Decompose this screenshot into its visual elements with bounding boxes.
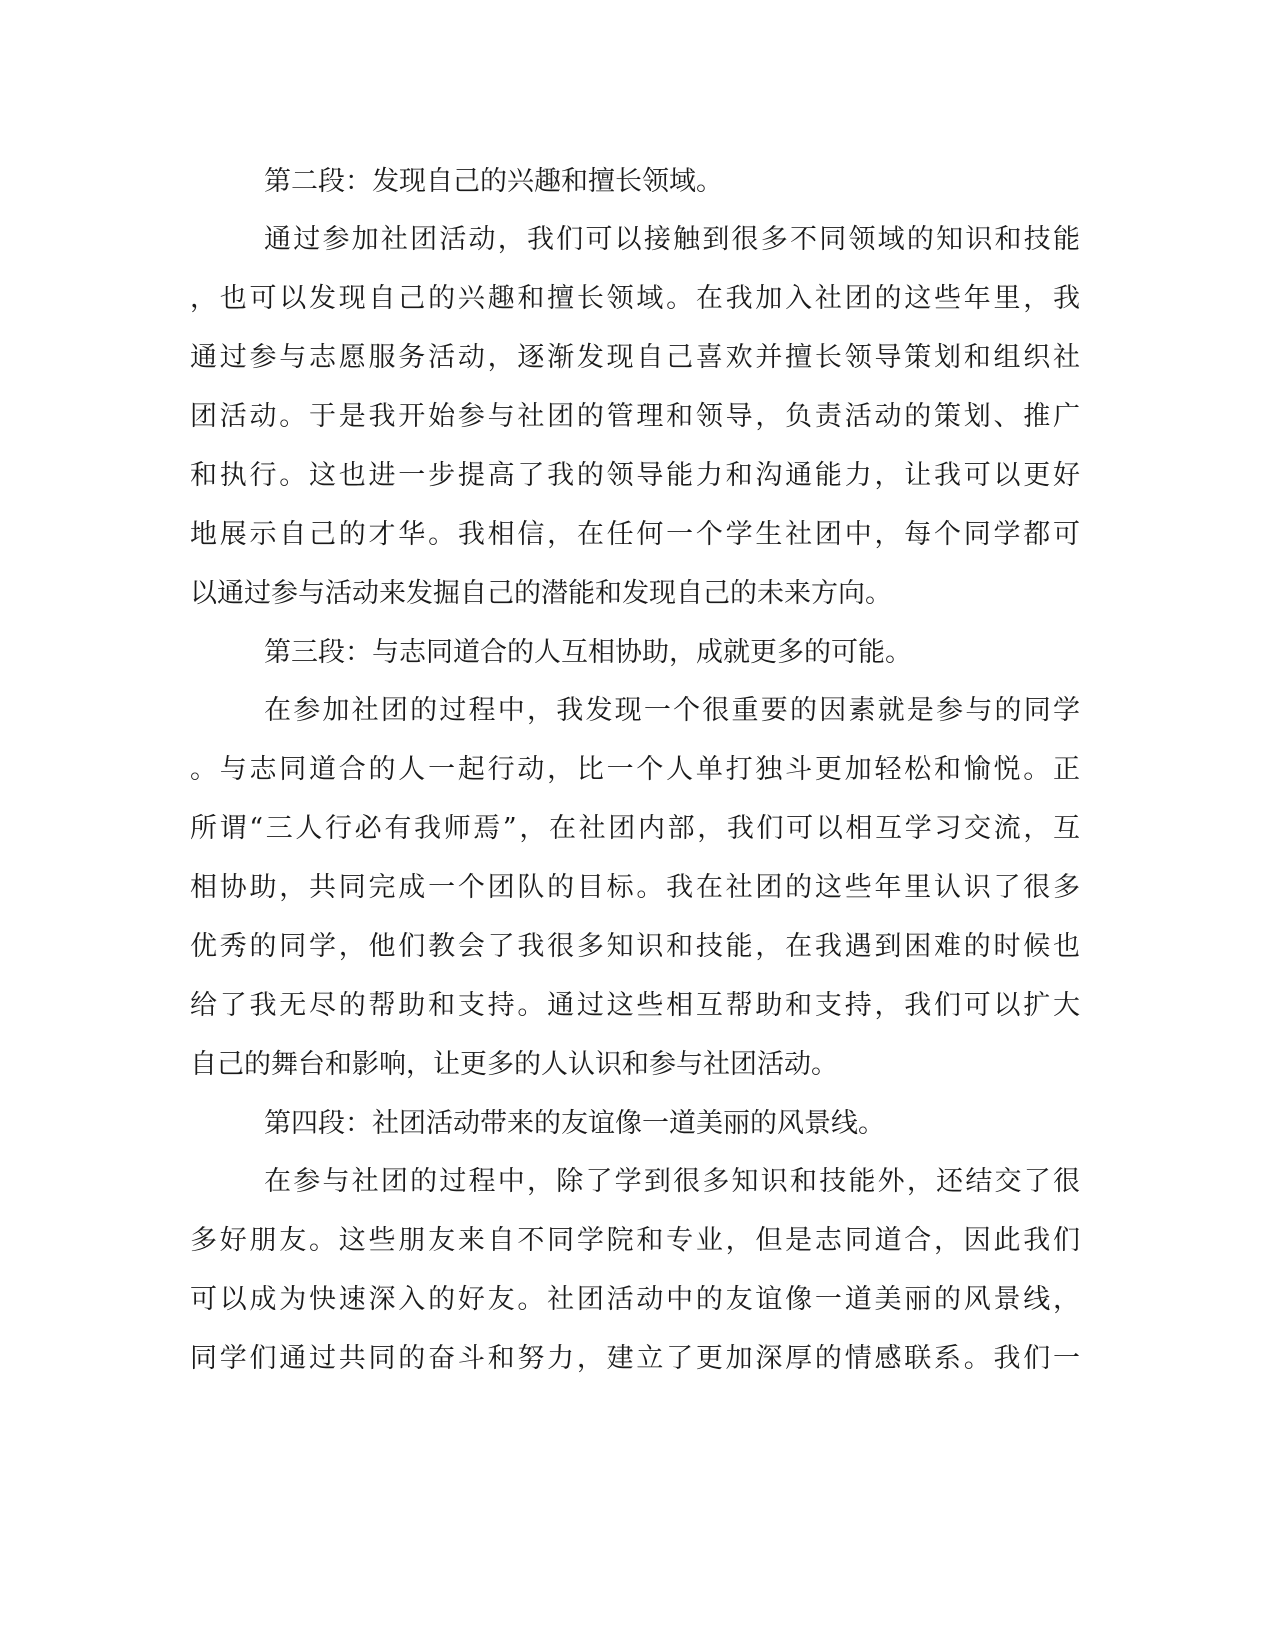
paragraph-line: 以通过参与活动来发掘自己的潜能和发现自己的未来方向。 — [190, 578, 892, 609]
paragraph-line: 自己的舞台和影响，让更多的人认识和参与社团活动。 — [190, 1049, 838, 1080]
paragraph-line: 所谓“三人行必有我师焉”，在社团内部，我们可以相互学习交流，互 — [190, 813, 1080, 844]
paragraph-line: 和执行。这也进一步提高了我的领导能力和沟通能力，让我可以更好 — [190, 460, 1080, 491]
paragraph-line: 在参加社团的过程中，我发现一个很重要的因素就是参与的同学 — [264, 695, 1080, 726]
paragraph-line: 通过参加社团活动，我们可以接触到很多不同领域的知识和技能 — [264, 224, 1080, 255]
paragraph-line: ，也可以发现自己的兴趣和擅长领域。在我加入社团的这些年里，我 — [190, 283, 1080, 314]
paragraph-line: 。与志同道合的人一起行动，比一个人单打独斗更加轻松和愉悦。正 — [190, 754, 1080, 785]
section-heading-2: 第二段：发现自己的兴趣和擅长领域。 — [264, 166, 723, 197]
paragraph-line: 多好朋友。这些朋友来自不同学院和专业，但是志同道合，因此我们 — [190, 1225, 1080, 1256]
paragraph-line: 地展示自己的才华。我相信，在任何一个学生社团中，每个同学都可 — [190, 519, 1080, 550]
paragraph-line: 通过参与志愿服务活动，逐渐发现自己喜欢并擅长领导策划和组织社 — [190, 342, 1080, 373]
paragraph-line: 团活动。于是我开始参与社团的管理和领导，负责活动的策划、推广 — [190, 401, 1080, 432]
paragraph-line: 同学们通过共同的奋斗和努力，建立了更加深厚的情感联系。我们一 — [190, 1343, 1080, 1374]
paragraph-line: 给了我无尽的帮助和支持。通过这些相互帮助和支持，我们可以扩大 — [190, 990, 1080, 1021]
paragraph-line: 优秀的同学，他们教会了我很多知识和技能，在我遇到困难的时候也 — [190, 931, 1080, 962]
section-heading-4: 第四段：社团活动带来的友谊像一道美丽的风景线。 — [264, 1108, 885, 1139]
paragraph-line: 相协助，共同完成一个团队的目标。我在社团的这些年里认识了很多 — [190, 872, 1080, 903]
paragraph-line: 可以成为快速深入的好友。社团活动中的友谊像一道美丽的风景线， — [190, 1284, 1080, 1315]
section-heading-3: 第三段：与志同道合的人互相协助，成就更多的可能。 — [264, 637, 912, 668]
paragraph-line: 在参与社团的过程中，除了学到很多知识和技能外，还结交了很 — [264, 1166, 1080, 1197]
